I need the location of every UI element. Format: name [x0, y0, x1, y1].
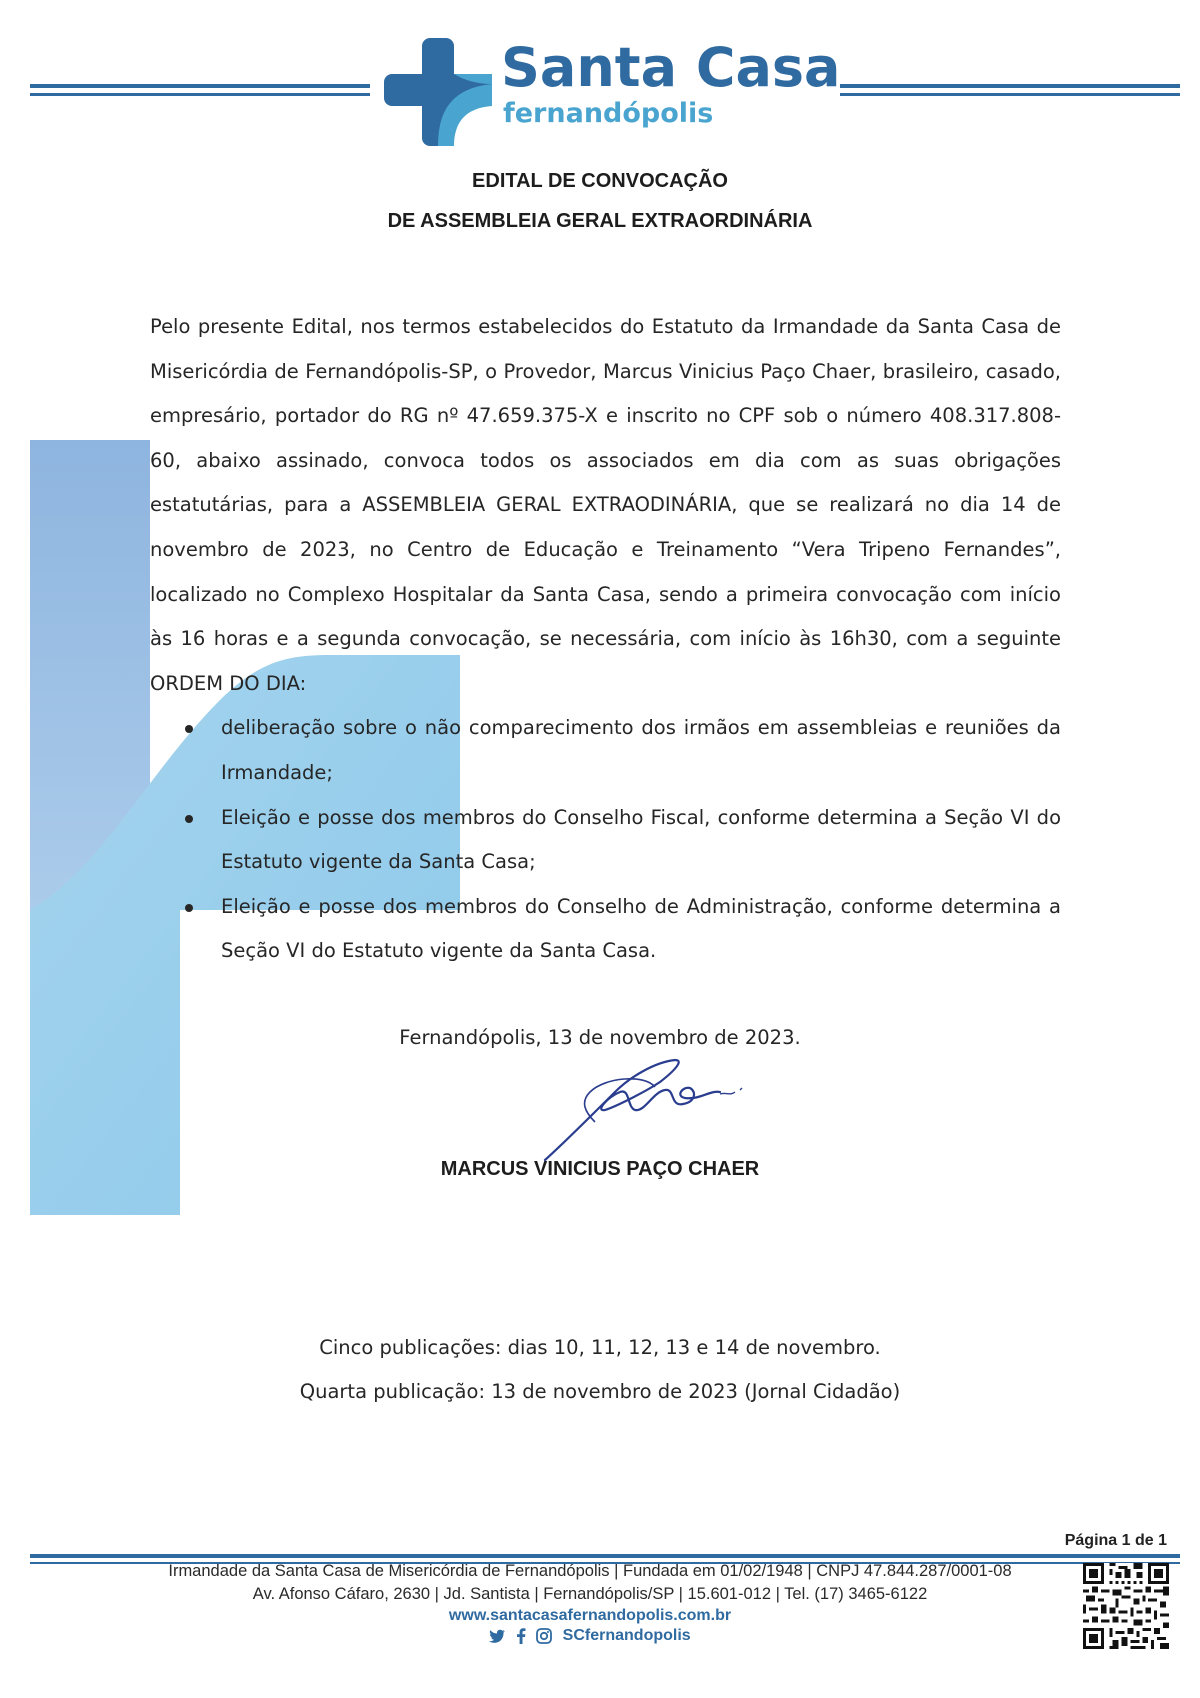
agenda-list	[150, 706, 1061, 974]
instagram-icon[interactable]	[536, 1628, 552, 1644]
agenda-item	[150, 796, 1061, 885]
bullet-icon	[185, 904, 193, 912]
agenda-item-text: Eleição e posse dos membros do Conselho Fiscal, conforme determina a Seção VI do Estatuto vigente da Santa Casa;	[221, 805, 1061, 874]
place-date: Fernandópolis, 13 de novembro de 2023.	[399, 1026, 801, 1049]
handwritten-signature	[535, 1052, 765, 1164]
publications-line1: Cinco publicações: dias 10, 11, 12, 13 e 14 de novembro.	[319, 1336, 881, 1359]
qr-code-icon[interactable]	[1083, 1563, 1169, 1649]
agenda-item-text: Eleição e posse dos membros do Conselho de Administração, conforme determina a Seção VI do Estatuto vigente da Santa Casa.	[221, 894, 1061, 963]
agenda-item	[150, 885, 1061, 974]
document-title-line2: DE ASSEMBLEIA GERAL EXTRAORDINÁRIA	[387, 210, 813, 232]
cross-logo-icon	[384, 38, 492, 146]
document-body	[150, 305, 1061, 974]
footer-rule	[30, 1554, 1180, 1558]
footer-website-link[interactable]: www.santacasafernandopolis.com.br	[448, 1607, 732, 1624]
agenda-item-text: deliberação sobre o não comparecimento dos irmãos em assembleias e reuniões da Irmandade;	[221, 716, 1061, 784]
publications-line2: Quarta publicação: 13 de novembro de 2023 (Jornal Cidadão)	[299, 1380, 901, 1403]
agenda-item	[150, 706, 1061, 795]
twitter-icon[interactable]	[489, 1629, 505, 1643]
header-rule-left	[30, 84, 370, 100]
header-rule-right	[840, 84, 1180, 100]
brand-city: fernandópolis	[503, 98, 714, 129]
bullet-icon	[185, 725, 193, 733]
footer-org-info: Irmandade da Santa Casa de Misericórdia de Fernandópolis | Fundada em 01/02/1948 | CNPJ 47.844.287/0001-08	[168, 1562, 1012, 1580]
document-title-line1: EDITAL DE CONVOCAÇÃO	[472, 170, 728, 192]
social-handle[interactable]: SCfernandopolis	[562, 1627, 691, 1644]
convocation-paragraph: Pelo presente Edital, nos termos estabelecidos do Estatuto da Irmandade da Santa Casa de Misericórdia de Fernandópolis-SP, o Provedor, Marcus Vinicius Paço Chaer, brasileiro, casado, empresário, portador do RG nº 47.659.375-X e inscrito no CPF sob o número 408.317.808-60, abaixo assinado, convoca todos os associados em dia com as suas obrigações estatutárias, para a ASSEMBLEIA GERAL EXTRAODINÁRIA, que se realizará no dia 14 de novembro de 2023, no Centro de Educação e Treinamento “Vera Tripeno Fernandes”, localizado no Complexo Hospitalar da Santa Casa, sendo a primeira convocação com início às 16 horas e a segunda convocação, se necessária, com início às 16h30, com a seguinte ORDEM DO DIA:	[150, 315, 1061, 695]
page-number: Página 1 de 1	[1064, 1532, 1167, 1549]
bullet-icon	[185, 815, 193, 823]
footer-address: Av. Afonso Cáfaro, 2630 | Jd. Santista | Fernandópolis/SP | 15.601-012 | Tel. (17) 3465-6122	[252, 1585, 928, 1603]
facebook-icon[interactable]	[516, 1628, 526, 1644]
signatory-name: MARCUS VINICIUS PAÇO CHAER	[440, 1158, 760, 1180]
brand-name: Santa Casa	[501, 36, 841, 99]
social-row	[0, 1627, 1180, 1645]
